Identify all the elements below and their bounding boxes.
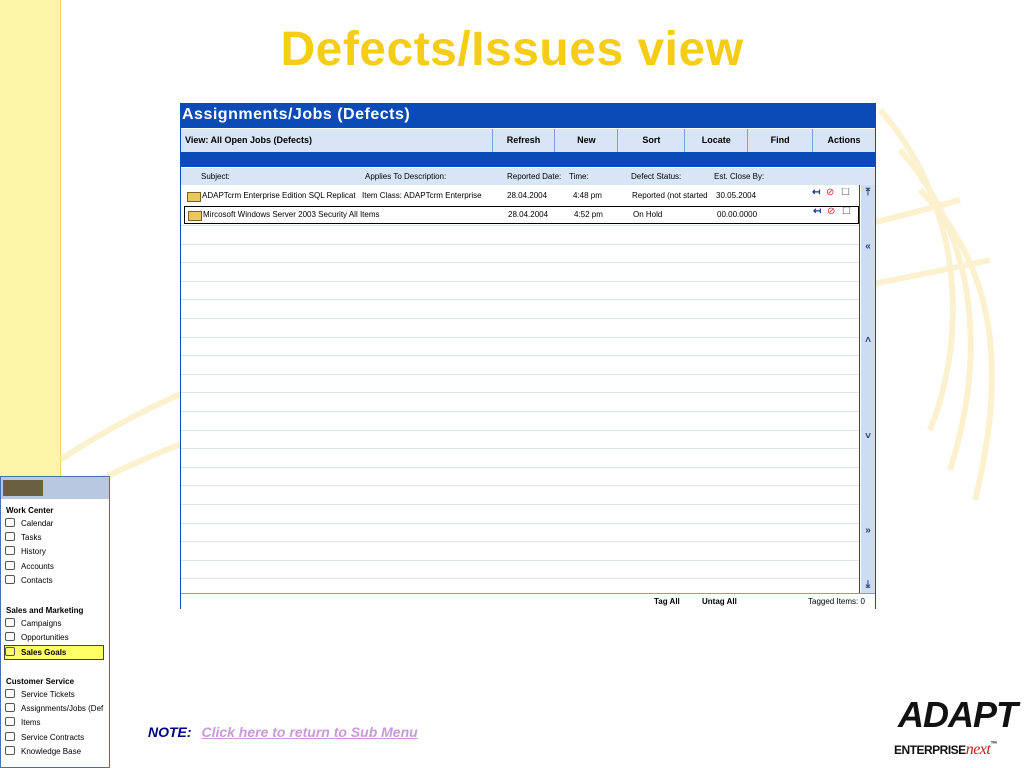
nav-item-service-contracts[interactable]: Service Contracts xyxy=(5,731,84,744)
grid-line xyxy=(181,448,859,449)
note-label: NOTE: xyxy=(148,724,192,740)
col-est-close[interactable]: Est. Close By: xyxy=(714,172,765,181)
nav-item-calendar[interactable]: Calendar xyxy=(5,517,53,530)
logo-tagline: ENTERPRISEnext™ xyxy=(894,741,997,758)
grid-line xyxy=(181,318,859,319)
table-row[interactable] xyxy=(184,188,857,204)
items-icon xyxy=(5,717,15,726)
table-row[interactable] xyxy=(184,206,859,224)
nav-item-history[interactable]: History xyxy=(5,545,46,558)
folder-icon xyxy=(188,211,202,221)
tag-all-button[interactable]: Tag All xyxy=(654,597,680,606)
calendar-icon xyxy=(5,518,15,527)
nav-item-assignments[interactable]: Assignments/Jobs (Def xyxy=(5,702,103,715)
col-reported-date[interactable]: Reported Date: xyxy=(507,172,562,181)
knowledge-base-icon xyxy=(5,746,15,755)
service-tickets-icon xyxy=(5,689,15,698)
untag-all-button[interactable]: Untag All xyxy=(702,597,737,606)
cancel-icon[interactable]: ⊘ xyxy=(826,188,835,198)
assignments-window xyxy=(180,103,876,609)
nav-section-customer-service: Customer Service xyxy=(6,677,75,686)
assignments-icon xyxy=(5,703,15,712)
scroll-up-icon[interactable]: ˄ xyxy=(865,335,871,346)
grid-line xyxy=(181,560,859,561)
jobs-list xyxy=(181,185,859,593)
cell-reported-date: 28.04.2004 xyxy=(508,210,549,219)
grid-line xyxy=(181,244,859,245)
nav-item-campaigns[interactable]: Campaigns xyxy=(5,617,61,630)
nav-item-opportunities[interactable]: Opportunities xyxy=(5,631,69,644)
grid-line xyxy=(181,355,859,356)
nav-item-tasks[interactable]: Tasks xyxy=(5,531,41,544)
opportunities-icon xyxy=(5,632,15,641)
find-button[interactable]: Find xyxy=(747,129,812,152)
return-to-submenu-link[interactable]: Click here to return to Sub Menu xyxy=(201,724,418,740)
service-contracts-icon xyxy=(5,732,15,741)
cell-est-close: 00.00.0000 xyxy=(717,210,758,219)
tagged-items-count: Tagged Items: 0 xyxy=(808,597,865,606)
grid-line xyxy=(181,225,859,226)
nav-item-contacts[interactable]: Contacts xyxy=(5,574,53,587)
grid-line xyxy=(181,262,859,263)
window-title: Assignments/Jobs (Defects) xyxy=(182,106,411,123)
sort-button[interactable]: Sort xyxy=(617,129,684,152)
link-icon[interactable]: ↤ xyxy=(813,207,822,217)
contacts-icon xyxy=(5,575,15,584)
checkbox-icon[interactable]: ☐ xyxy=(842,207,851,217)
scroll-bottom-icon[interactable]: ⤓ xyxy=(865,579,871,590)
left-nav-panel xyxy=(0,476,110,768)
grid-line xyxy=(181,578,859,579)
nav-item-items[interactable]: Items xyxy=(5,716,41,729)
nav-item-knowledge-base[interactable]: Knowledge Base xyxy=(5,745,81,758)
sales-goals-icon xyxy=(5,647,15,656)
campaigns-icon xyxy=(5,618,15,627)
grid-line xyxy=(181,411,859,412)
cell-est-close: 30.05.2004 xyxy=(716,191,757,200)
grid-line xyxy=(181,281,859,282)
tasks-icon xyxy=(5,532,15,541)
column-header xyxy=(181,167,875,185)
vertical-scrollbar[interactable] xyxy=(860,185,875,593)
scroll-top-icon[interactable]: ⤒ xyxy=(865,187,871,198)
cell-status: On Hold xyxy=(633,210,663,219)
view-selector[interactable]: View: All Open Jobs (Defects) xyxy=(185,135,313,145)
actions-button[interactable]: Actions xyxy=(812,129,875,152)
col-applies-to[interactable]: Applies To Description: xyxy=(365,172,447,181)
history-icon xyxy=(5,546,15,555)
cell-time: 4:52 pm xyxy=(574,210,603,219)
locate-button[interactable]: Locate xyxy=(684,129,747,152)
grid-line xyxy=(181,523,859,524)
scroll-down-icon[interactable]: ˅ xyxy=(865,431,871,442)
status-bar xyxy=(181,593,875,609)
cell-subject: Mircosoft Windows Server 2003 Security All Items xyxy=(203,210,380,219)
accounts-icon xyxy=(5,561,15,570)
new-button[interactable]: New xyxy=(554,129,617,152)
refresh-button[interactable]: Refresh xyxy=(492,129,555,152)
link-icon[interactable]: ↤ xyxy=(812,188,821,198)
checkbox-icon[interactable]: ☐ xyxy=(841,188,850,198)
toolbar xyxy=(181,128,875,153)
nav-item-service-tickets[interactable]: Service Tickets xyxy=(5,688,75,701)
cancel-icon[interactable]: ⊘ xyxy=(827,207,836,217)
scroll-page-down-icon[interactable]: » xyxy=(865,525,871,536)
grid-line xyxy=(181,392,859,393)
note xyxy=(148,724,418,740)
slide-title: Defects/Issues view xyxy=(280,23,744,76)
grid-line xyxy=(181,504,859,505)
folder-icon xyxy=(187,192,201,202)
col-defect-status[interactable]: Defect Status: xyxy=(631,172,682,181)
nav-section-sales-marketing: Sales and Marketing xyxy=(6,606,84,615)
cell-time: 4:48 pm xyxy=(573,191,602,200)
grid-line xyxy=(181,337,859,338)
grid-line xyxy=(181,374,859,375)
cell-reported-date: 28.04.2004 xyxy=(507,191,548,200)
grid-line xyxy=(181,541,859,542)
grid-line xyxy=(181,485,859,486)
nav-section-work-center: Work Center xyxy=(6,506,54,515)
col-time[interactable]: Time: xyxy=(569,172,589,181)
col-subject[interactable]: Subject: xyxy=(201,172,230,181)
grid-line xyxy=(181,299,859,300)
blue-band xyxy=(181,152,875,167)
cell-applies-to: Item Class: ADAPTcrm Enterprise xyxy=(362,191,482,200)
nav-banner xyxy=(1,477,109,499)
cell-status: Reported (not started xyxy=(632,191,708,200)
nav-item-accounts[interactable]: Accounts xyxy=(5,560,54,573)
grid-line xyxy=(181,430,859,431)
scroll-page-up-icon[interactable]: « xyxy=(865,241,871,252)
grid-line xyxy=(181,467,859,468)
cell-subject: ADAPTcrm Enterprise Edition SQL Replicat xyxy=(202,191,356,200)
nav-item-sales-goals[interactable]: Sales Goals xyxy=(4,645,104,660)
adapt-logo xyxy=(892,694,1020,764)
logo-brand: ADAPT xyxy=(898,694,1017,735)
